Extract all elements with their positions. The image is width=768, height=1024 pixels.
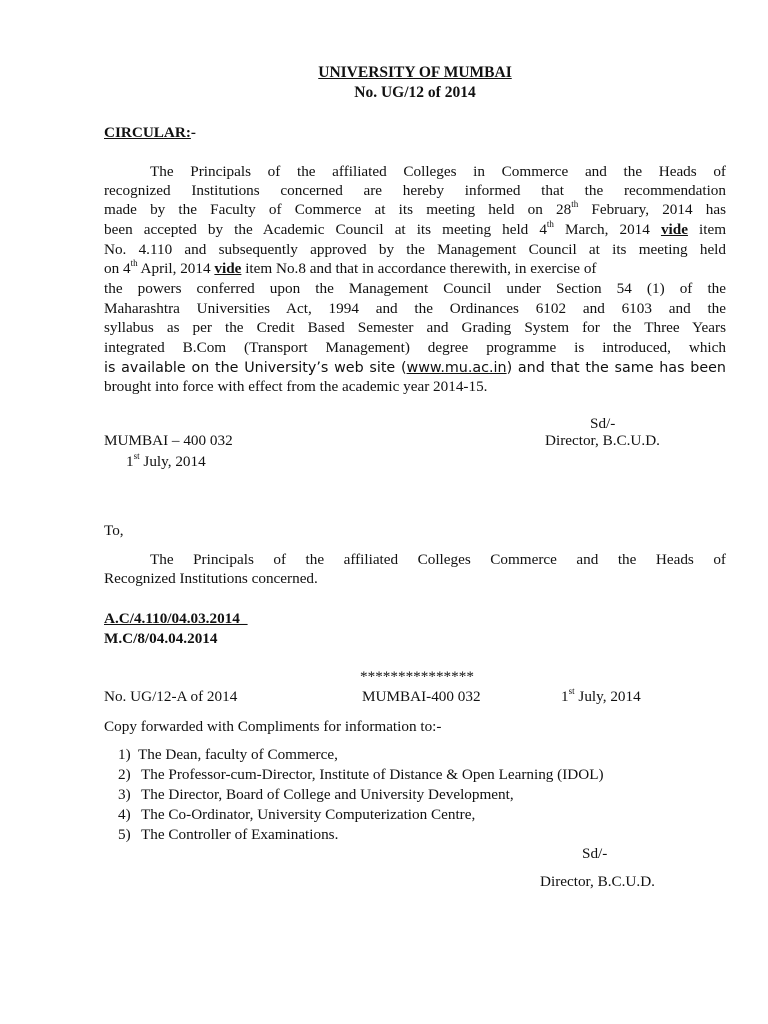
paragraph-line-2: recognized Institutions concerned are hereby informed that the recommendation (104, 182, 726, 199)
paragraph-line-4: been accepted by the Academic Council at its meeting held 4th March, 2014 vide item (104, 218, 727, 238)
paragraph-line-1: The Principals of the affiliated Colleges in Commerce and the Heads of (150, 163, 726, 180)
paragraph-line-12: brought into force with effect from the academic year 2014-15. (104, 378, 488, 395)
paragraph-line-9: syllabus as per the Credit Based Semester and Grading System for the Three Years (104, 319, 726, 336)
signature-designation-2: Director, B.C.U.D. (540, 873, 655, 890)
paragraph-line-11: is available on the University’s web site (www.mu.ac.in) and that the same has been (104, 360, 726, 376)
paragraph-line-7: the powers conferred upon the Management Council under Section 54 (1) of the (104, 280, 726, 297)
paragraph-line-8: Maharashtra Universities Act, 1994 and the Ordinances 6102 and 6103 and the (104, 300, 726, 317)
forward-text: Copy forwarded with Compliments for information to:- (104, 718, 442, 735)
addressee-line-1: The Principals of the affiliated Colleges Commerce and the Heads of (150, 551, 726, 568)
paragraph-line-5: No. 4.110 and subsequently approved by the Management Council at its meeting held (104, 241, 726, 258)
university-title: UNIVERSITY OF MUMBAI (318, 64, 512, 81)
separator-stars: *************** (360, 668, 474, 685)
list-item: 3) The Director, Board of College and University Development, (118, 786, 514, 803)
addressee-line-2: Recognized Institutions concerned. (104, 570, 318, 587)
vide-emphasis: vide (660, 221, 688, 238)
vide-emphasis: vide (214, 260, 242, 277)
copy-number: No. UG/12-A of 2014 (104, 688, 238, 705)
list-item: 5) The Controller of Examinations. (118, 826, 339, 843)
copy-place: MUMBAI-400 032 (362, 688, 481, 705)
reference-mc: M.C/8/04.04.2014 (104, 630, 218, 647)
reference-ac: A.C/4.110/04.03.2014_ (104, 610, 248, 627)
place-mumbai: MUMBAI – 400 032 (104, 432, 233, 449)
paragraph-line-10: integrated B.Com (Transport Management) degree programme is introduced, which (104, 339, 726, 356)
university-website-link[interactable]: www.mu.ac.in (406, 360, 507, 376)
copy-date: 1st July, 2014 (561, 685, 641, 705)
to-label: To, (104, 522, 124, 539)
circular-dash: - (190, 124, 196, 141)
circular-heading (104, 123, 196, 143)
paragraph-line-3: made by the Faculty of Commerce at its meeting held on 28th February, 2014 has (104, 198, 726, 218)
signature-designation-1: Director, B.C.U.D. (545, 432, 660, 449)
list-item: 4) The Co-Ordinator, University Computerization Centre, (118, 806, 476, 823)
circular-date: 1st July, 2014 (126, 450, 206, 470)
paragraph-line-6: on 4th April, 2014 vide item No.8 and that in accordance therewith, in exercise of (104, 257, 597, 277)
signature-sd-2: Sd/- (582, 845, 608, 862)
list-item: 1) The Dean, faculty of Commerce, (118, 746, 338, 763)
signature-sd-1: Sd/- (590, 415, 616, 432)
circular-label: CIRCULAR: (104, 124, 191, 141)
list-item: 2) The Professor-cum-Director, Institute of Distance & Open Learning (IDOL) (118, 766, 604, 783)
circular-number: No. UG/12 of 2014 (354, 84, 476, 101)
